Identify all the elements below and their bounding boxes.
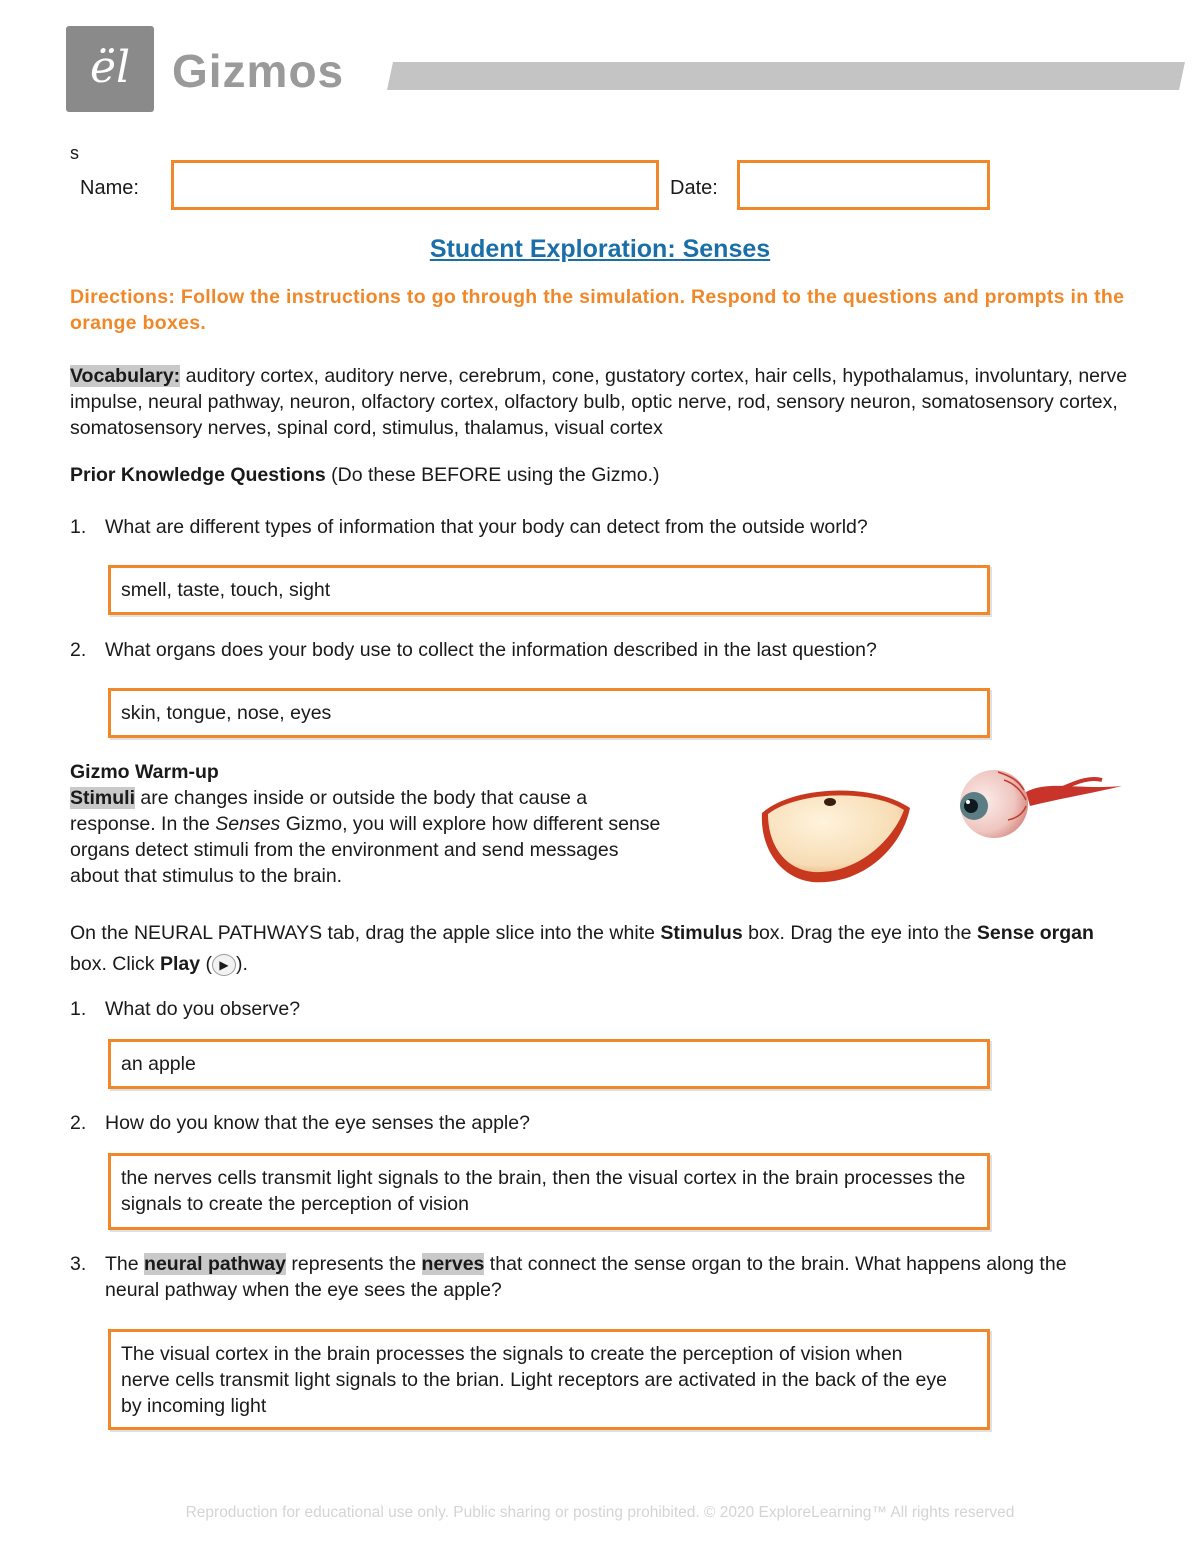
nerves-term: nerves — [421, 1253, 485, 1275]
date-label: Date: — [670, 177, 718, 199]
prior-knowledge-heading — [70, 462, 1130, 488]
question-text: What are different types of information that your body can detect from the outside world? — [105, 516, 868, 538]
answer-box-prior-2[interactable]: skin, tongue, nose, eyes — [108, 688, 990, 738]
vocabulary — [70, 363, 1130, 441]
intro-text-b: Gizmo, you will explore how different sense organs detect stimuli from the environment and send messages about that stimulus to the brain. — [70, 813, 661, 887]
warmup-instructions — [70, 918, 1130, 980]
intro-text-a: are changes inside or outside the body that cause a response. In the — [70, 787, 588, 835]
date-field[interactable] — [737, 160, 990, 210]
play-icon: ▶ — [212, 954, 236, 976]
instr-text-b: box. Drag the eye into the — [742, 922, 977, 944]
question-text: What do you observe? — [105, 998, 301, 1020]
answer-box-warmup-2[interactable]: the nerves cells transmit light signals to the brain, then the visual cortex in the brain processes the signals to create the perception of vision — [108, 1153, 990, 1230]
vocabulary-list: auditory cortex, auditory nerve, cerebrum, cone, gustatory cortex, hair cells, hypothalamus, involuntary, nerve impulse, neural pathway, neuron, olfactory cortex, olfactory bulb, optic nerve, rod, sensory neuron, somatosensory cortex, somatosensory nerves, spinal cord, stimulus, thalamus, visual cortex — [70, 365, 1128, 439]
neural-pathway-term: neural pathway — [144, 1253, 286, 1275]
question-text: How do you know that the eye senses the apple? — [105, 1112, 530, 1134]
answer-box-warmup-1[interactable]: an apple — [108, 1039, 990, 1089]
senses-term: Senses — [215, 813, 281, 835]
brand-name: Gizmos — [172, 45, 345, 97]
stray-mark: s — [70, 143, 79, 163]
answer-box-warmup-3[interactable]: The visual cortex in the brain processes the signals to create the perception of vision when nerve cells transmit light signals to the brian. Light receptors are activated in the back of the eye by incoming light — [108, 1329, 990, 1430]
instr-text-e: ). — [236, 953, 248, 975]
directions: Directions: Follow the instructions to go through the simulation. Respond to the questions and prompts in the orange boxes. — [70, 286, 1125, 334]
question-number: 2. — [70, 1112, 87, 1134]
instr-text-a: On the NEURAL PATHWAYS tab, drag the apple slice into the white — [70, 922, 661, 944]
question-number: 1. — [70, 998, 87, 1020]
question-text: What organs does your body use to collect the information described in the last question? — [105, 639, 877, 661]
instr-text-d: ( — [200, 953, 212, 975]
vocabulary-label: Vocabulary: — [70, 365, 181, 387]
warmup-intro — [70, 785, 670, 889]
prior-heading-text: Prior Knowledge Questions — [70, 464, 326, 486]
instr-text-c: box. Click — [70, 953, 160, 975]
header-bar — [387, 62, 1185, 90]
page-title: Student Exploration: Senses — [429, 235, 771, 263]
name-field[interactable] — [171, 160, 659, 210]
sense-organ-term: Sense organ — [976, 922, 1094, 944]
stimulus-term: Stimulus — [660, 922, 743, 944]
question-text — [105, 1251, 1095, 1303]
name-label: Name: — [80, 177, 139, 199]
q3-text-a: The — [105, 1253, 145, 1275]
prior-heading-note: (Do these BEFORE using the Gizmo.) — [325, 464, 660, 486]
footer-copyright: Reproduction for educational use only. Public sharing or posting prohibited. © 2020 ExploreLearning™ All rights reserved — [185, 1504, 1015, 1521]
eye-image — [938, 750, 1124, 850]
warmup-heading: Gizmo Warm-up — [70, 761, 219, 783]
apple-slice-image — [752, 778, 922, 890]
play-term: Play — [159, 953, 201, 975]
stimuli-term: Stimuli — [70, 787, 136, 809]
question-number: 2. — [70, 639, 87, 661]
q3-text-b: represents the — [286, 1253, 422, 1275]
answer-box-prior-1[interactable]: smell, taste, touch, sight — [108, 565, 990, 615]
question-number: 3. — [70, 1253, 87, 1275]
brand-logo-glyph: ël — [89, 42, 131, 93]
q3-text-c: that connect the sense organ to the brain. What happens along the neural pathway when the eye sees the apple? — [105, 1253, 1067, 1301]
question-number: 1. — [70, 516, 87, 538]
